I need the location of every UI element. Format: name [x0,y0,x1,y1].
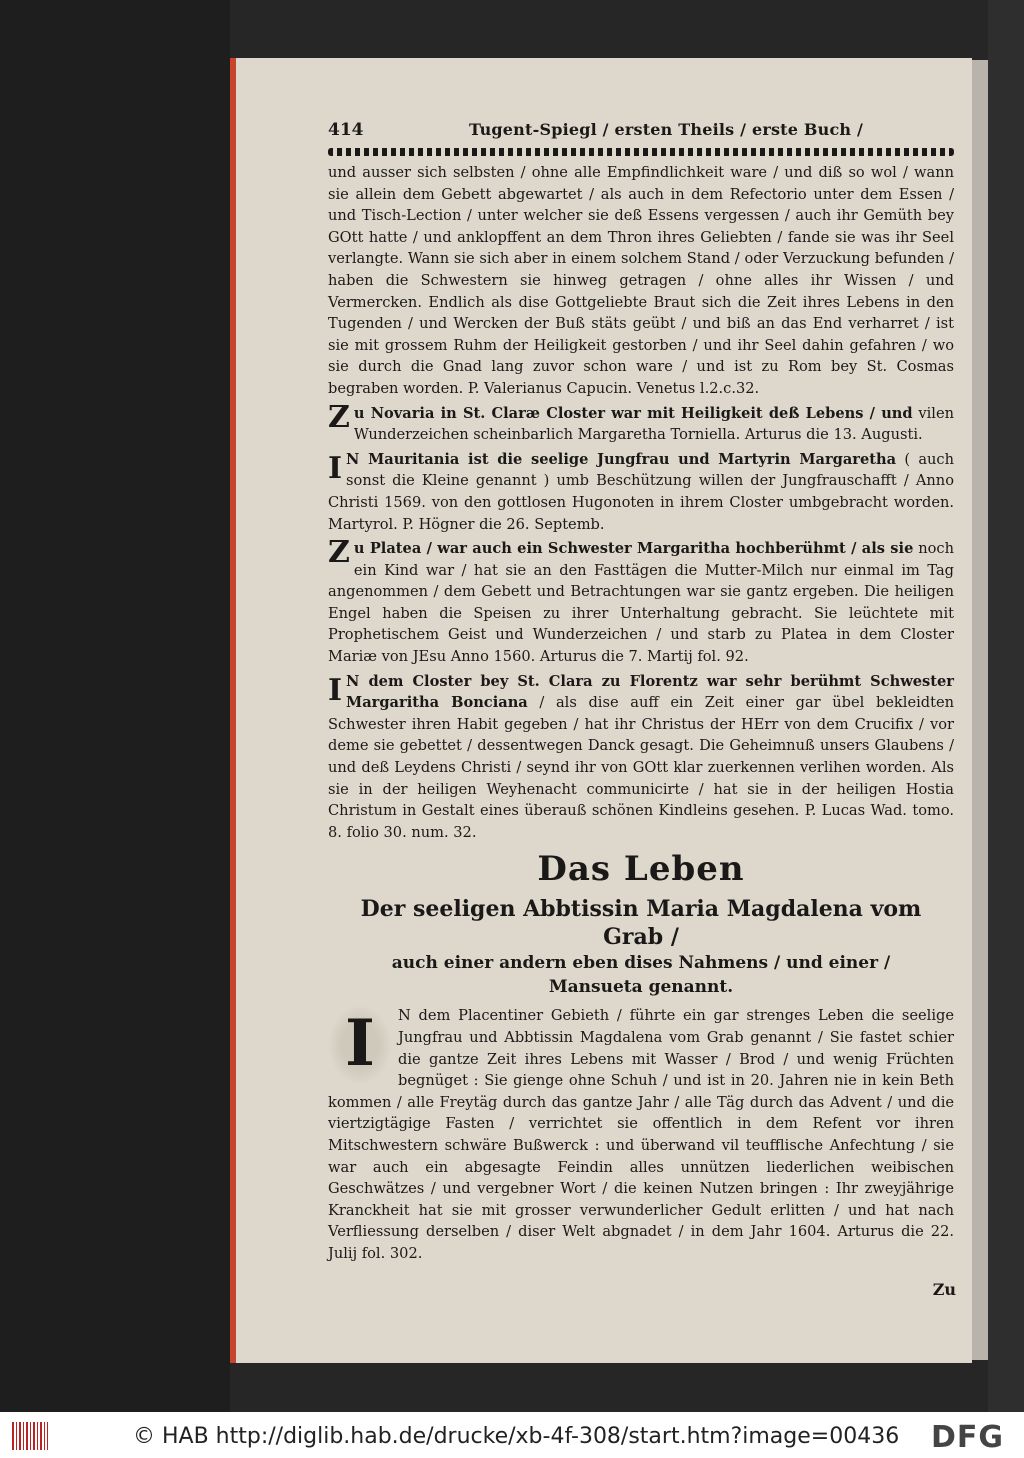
scan-background-left [0,0,230,1412]
paragraph-5-head: N dem Closter bey St. Clara zu Florentz war sehr berühmt Schwester Margaritha Bonciana [346,672,954,712]
paragraph-4-head: u Platea / war auch ein Schwester Margaritha hochberühmt / als sie [353,540,914,558]
drop-initial: Z [328,399,350,435]
page-number: 414 [328,120,364,140]
paragraph-4 [328,535,954,668]
dfg-logo: DFG [930,1420,1004,1455]
decorated-initial: I [328,1005,392,1085]
footer-bar [0,1412,1024,1458]
paragraph-1 [328,162,954,400]
section-subtitle-1: Der seeligen Abbtissin Maria Magdalena vom Grab / [360,896,922,951]
paragraph-4-text: noch ein Kind war / hat sie an den Fasttägen die Mutter-Milch nur einmal im Tag angenommen / dem Gebett und Betrachtungen war sie gantz ergeben. Die heiligen Engel haben die Speisen zu ihrer Unterhaltung gebracht. Sie leüchtete mit Prophetischem Geist und Wunderzeichen / und starb zu Platea in dem Closter Mariæ von JEsu Anno 1560. Arturus die 7. Martij fol. 92. [328,540,954,666]
paragraph-5-text: / als dise auff ein Zeit einer gar übel bekleidten Schwester ihren Habit gegeben / hat ihr Christus der HErr von dem Crucifix / vor deme sie gebettet / dessentwegen Danck gesagt. Die Geheimnuß unsers Glaubens / und deß Leydens Christi / seynd ihr von GOtt klar zuerkennen verlihen worden. Als sie in der heiligen Weyhenacht communicirte / hat sie in der heiligen Hostia Christum in Gestalt eines überauß schönen Kindleins gesehen. P. Lucas Wad. tomo. 8. folio 30. num. 32. [328,694,954,841]
paragraph-5 [328,671,954,844]
section-title: Das Leben [537,849,745,890]
page-content [328,116,956,1299]
scan-background-right [988,0,1024,1412]
drop-initial: I [328,672,343,708]
running-head-title: Tugent-Spiegl / ersten Theils / erste Buch / [468,120,864,139]
paragraph-2-text: vilen Wunderzeichen scheinbarlich Margaretha Torniella. Arturus die 13. Augusti. [353,404,954,444]
paragraph-3-text: ( auch sonst die Kleine genannt ) umb Beschützung willen der Jungfrauschafft / Anno Christi 1569. von den gottlosen Hugonoten in ihrem Closter umbgebracht worden. Martyrol. P. Högner die 26. Septemb. [328,450,954,533]
paragraph-1-text: und ausser sich selbsten / ohne alle Empfindlichkeit ware / und diß so wol / wann sie allein dem Gebett abgewartet / als auch in dem Refectorio unter dem Essen / und Tisch-Lection / unter welcher sie deß Essens vergessen / auch ihr Gemüth bey GOtt hatte / und anklopffent an dem Thron ihres Geliebten / fande sie was ihr Seel verlangte. Wann sie sich aber in einem solchem Stand / oder Verzuckung befunden / haben die Schwestern sie hinweg getragen / ohne alles ihr Wissen / und Vermercken. Endlich als dise Gottgeliebte Braut sich die Zeit ihres Lebens in den Tugenden / und Wercken der Buß stäts geübt / und biß an das End verharret / ist sie mit grossem Ruhm der Heiligkeit gestorben / und ihr Seel dahin gefahren / wo sie durch die Gnad lang zuvor schon ware / und ist zu Rom bey St. Cosmas begraben worden. P. Valerianus Capucin. Venetus l.2.c.32. [328,164,954,397]
paragraph-2 [328,399,954,446]
paragraph-3 [328,449,954,535]
section-subtitle-2: auch einer andern eben dises Nahmens / und einer / [391,953,891,974]
drop-initial: Z [328,535,350,571]
hab-barcode-icon [12,1422,48,1450]
paragraph-final-text: N dem Placentiner Gebieth / führte ein gar strenges Leben die seelige Jungfrau und Abbtissin Magdalena vom Grab genannt / Sie fastet schier die gantze Zeit ihres Lebens mit Wasser / Brod / und wenig Früchten begnüget : Sie gienge ohne Schuh / und ist in 20. Jahren nie in kein Beth kommen / alle Freytäg durch das gantze Jahr / alle Täg durch das Advent / und die viertzigtägige Fasten / verrichtet sie offentlich in dem Refent vor ihren Mitschwestern schwäre Bußwerck : und überwand vil teufflische Anfechtung / sie war auch ein abgesagte Feindin alles unnützen liederlichen weibischen Geschwätzes / und vergebner Wort / die keinen Nutzen bringen : Ihr zweyjährige Kranckheit hat sie mit grosser verwunderlicher Gedult erlitten / und hat nach Verfliessung derselben / diser Welt abgnadet / in dem Jahr 1604. Arturus die 22. Julij fol. 302. [328,1007,954,1262]
running-header [328,120,954,140]
source-credit: © HAB http://diglib.hab.de/drucke/xb-4f-308/start.htm?image=00436 [133,1424,900,1449]
paragraph-final [328,1005,954,1264]
paragraph-2-head: u Novaria in St. Claræ Closter war mit Heiligkeit deß Lebens / und [353,404,913,422]
book-page [230,58,972,1363]
catchword: Zu [932,1280,956,1299]
section-subtitle-3: Mansueta genannt. [548,977,734,998]
ornament-rule [328,148,954,156]
paragraph-3-head: N Mauritania ist die seelige Jungfrau und Martyrin Margaretha [346,450,897,468]
drop-initial: I [328,450,343,486]
